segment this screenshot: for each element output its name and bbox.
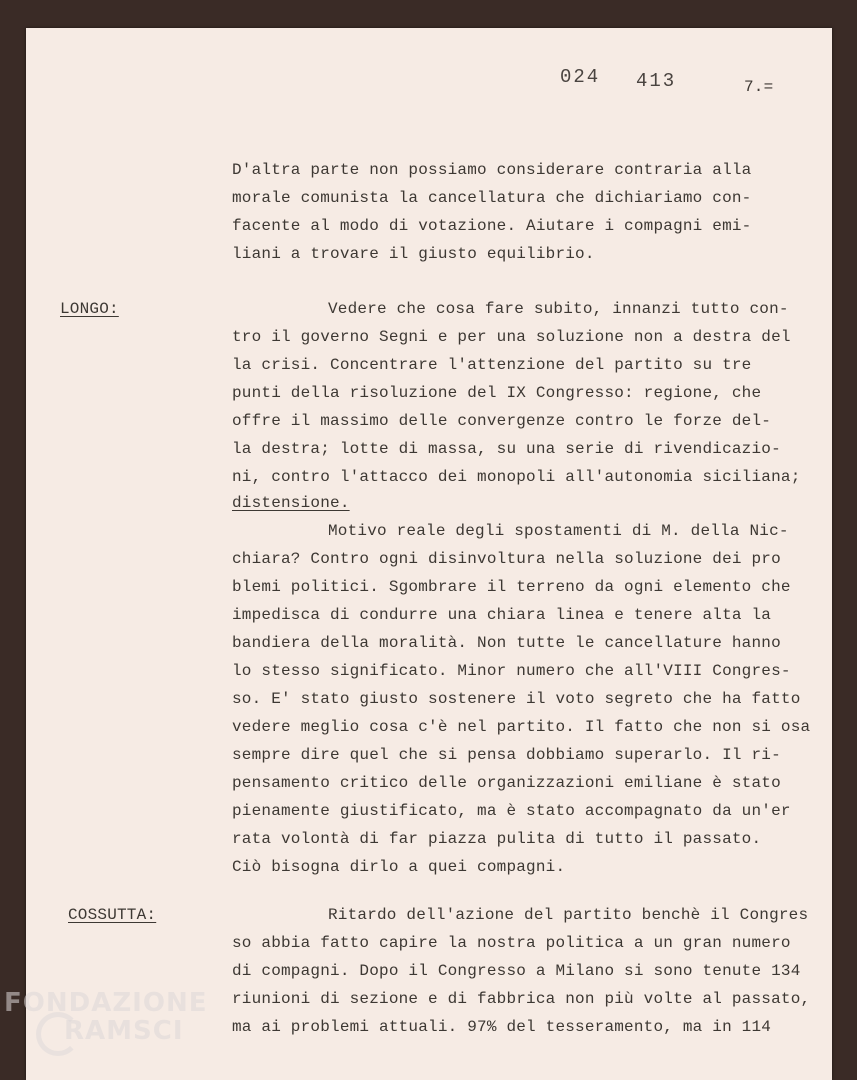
longo-line: vedere meglio cosa c'è nel partito. Il fatto che non si osa — [232, 718, 811, 736]
longo-line: sempre dire quel che si pensa dobbiamo superarlo. Il ri- — [232, 746, 781, 764]
longo-line: Vedere che cosa fare subito, innanzi tutto con- — [328, 300, 789, 318]
longo-line: pensamento critico delle organizzazioni emiliane è stato — [232, 774, 781, 792]
longo-line: Ciò bisogna dirlo a quei compagni. — [232, 858, 566, 876]
longo-line: lo stesso significato. Minor numero che all'VIII Congres- — [232, 662, 791, 680]
doc-number-a: 024 — [560, 66, 601, 88]
intro-line: D'altra parte non possiamo considerare contraria alla — [232, 161, 752, 179]
intro-line: facente al modo di votazione. Aiutare i compagni emi- — [232, 217, 752, 235]
cossutta-line: riunioni di sezione e di fabbrica non più volte al passato, — [232, 990, 811, 1008]
longo-line: offre il massimo delle convergenze contro le forze del- — [232, 412, 772, 430]
longo-line: bandiera della moralità. Non tutte le cancellature hanno — [232, 634, 781, 652]
watermark-line2: RAMSCI — [64, 1016, 184, 1046]
longo-line: chiara? Contro ogni disinvoltura nella soluzione dei pro — [232, 550, 781, 568]
longo-line: pienamente giustificato, ma è stato accompagnato da un'er — [232, 802, 791, 820]
longo-line: la destra; lotte di massa, su una serie di rivendicazio- — [232, 440, 781, 458]
cossutta-line: Ritardo dell'azione del partito benchè il Congres — [328, 906, 809, 924]
longo-line: la crisi. Concentrare l'attenzione del partito su tre — [232, 356, 752, 374]
cossutta-line: di compagni. Dopo il Congresso a Milano si sono tenute 134 — [232, 962, 801, 980]
longo-line: impedisca di condurre una chiara linea e tenere alta la — [232, 606, 772, 624]
intro-line: liani a trovare il giusto equilibrio. — [232, 245, 595, 263]
longo-line: distensione. — [232, 494, 350, 512]
longo-line: punti della risoluzione del IX Congresso: regione, che — [232, 384, 762, 402]
speaker-cossutta: COSSUTTA: — [68, 906, 157, 924]
longo-line: rata volontà di far piazza pulita di tutto il passato. — [232, 830, 762, 848]
longo-line: blemi politici. Sgombrare il terreno da ogni elemento che — [232, 578, 791, 596]
watermark-line1: FONDAZIONE — [4, 988, 208, 1018]
speaker-longo: LONGO: — [60, 300, 119, 318]
longo-line: so. E' stato giusto sostenere il voto segreto che ha fatto — [232, 690, 801, 708]
doc-number-b: 413 — [636, 70, 677, 92]
longo-line: Motivo reale degli spostamenti di M. della Nic- — [328, 522, 789, 540]
longo-line: tro il governo Segni e per una soluzione non a destra del — [232, 328, 791, 346]
intro-line: morale comunista la cancellatura che dichiariamo con- — [232, 189, 752, 207]
cossutta-line: ma ai problemi attuali. 97% del tesseramento, ma in 114 — [232, 1018, 772, 1036]
longo-line: ni, contro l'attacco dei monopoli all'autonomia siciliana; — [232, 468, 801, 486]
cossutta-line: so abbia fatto capire la nostra politica a un gran numero — [232, 934, 791, 952]
page-number: 7.= — [744, 78, 774, 96]
